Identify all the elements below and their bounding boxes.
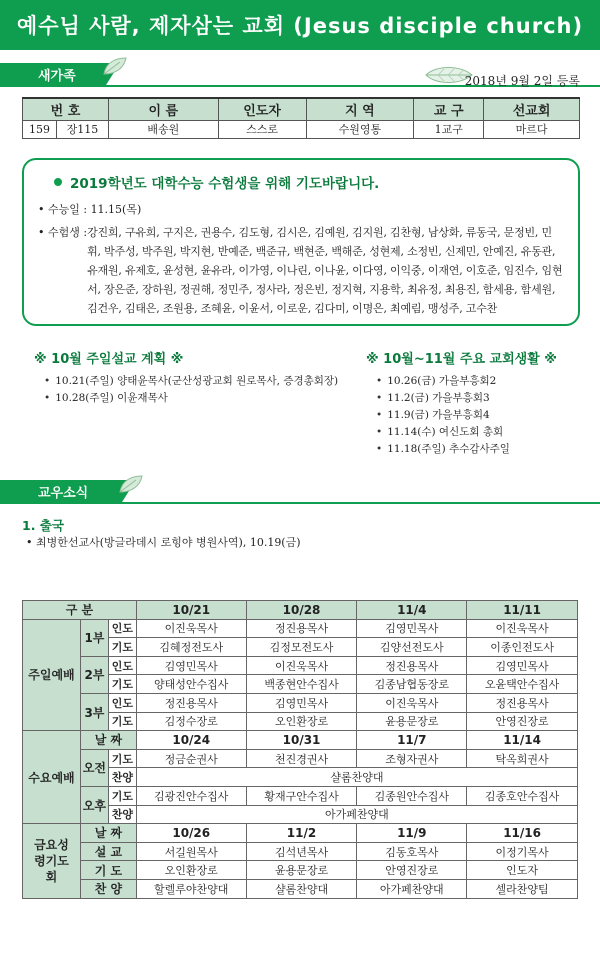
header-number: 번 호 bbox=[23, 98, 109, 120]
prayer-box bbox=[22, 158, 580, 326]
table-header-row bbox=[23, 98, 580, 120]
cell: 이진욱목사 bbox=[246, 656, 357, 675]
prayer-title-text: 2019학년도 대학수능 수험생을 위해 기도바랍니다. bbox=[70, 176, 380, 192]
sunday-date: 11/11 bbox=[467, 601, 578, 620]
cell: 정진용목사 bbox=[357, 656, 467, 675]
cell-region: 수원영통 bbox=[306, 120, 414, 138]
cell: 김영민목사 bbox=[467, 656, 578, 675]
cell-number: 159 bbox=[23, 120, 57, 138]
dept-news-title: 1. 출국 bbox=[22, 518, 64, 533]
cell: 이진욱목사 bbox=[357, 693, 467, 712]
pray-label: 기도 bbox=[108, 712, 136, 731]
list-item: • 10.26(금) 가을부흥회2 bbox=[376, 373, 510, 390]
sunday-date: 11/4 bbox=[357, 601, 467, 620]
dept-news-divider bbox=[0, 502, 600, 504]
cell: 안영진장로 bbox=[357, 861, 467, 880]
cell: 김영민목사 bbox=[357, 619, 467, 638]
cell: 인도자 bbox=[467, 861, 578, 880]
corner-cell: 구 분 bbox=[23, 601, 137, 620]
leaf-icon bbox=[102, 56, 128, 76]
date-label: 날 짜 bbox=[80, 731, 136, 750]
header-name: 이 름 bbox=[108, 98, 218, 120]
cell: 할렐루야찬양대 bbox=[136, 879, 246, 898]
list-item: • 10.28(주일) 이윤재목사 bbox=[44, 390, 338, 407]
pray-label: 기 도 bbox=[80, 861, 136, 880]
cell: 김광진안수집사 bbox=[136, 786, 246, 805]
cell-guide: 스스로 bbox=[218, 120, 306, 138]
friday-date: 10/26 bbox=[136, 824, 246, 843]
friday-service-label-text: 금요성령기도회 bbox=[34, 837, 69, 884]
cell: 오인환장로 bbox=[246, 712, 357, 731]
bullet-dot-icon bbox=[54, 178, 62, 186]
table-row bbox=[23, 731, 578, 750]
table-row bbox=[23, 879, 578, 898]
cell-district: 1교구 bbox=[414, 120, 484, 138]
church-life-title: ※ 10월~11월 주요 교회생활 ※ bbox=[366, 352, 557, 367]
cell: 정진용목사 bbox=[246, 619, 357, 638]
cell-subnumber: 장115 bbox=[56, 120, 108, 138]
afternoon-label: 오후 bbox=[80, 786, 108, 823]
list-item: • 11.2(금) 가을부흥회3 bbox=[376, 390, 510, 407]
sermon-plan-title: ※ 10월 주일설교 계획 ※ bbox=[34, 352, 184, 367]
cell: 김석년목사 bbox=[246, 842, 357, 861]
exam-date-label: • 수능일 : bbox=[38, 203, 91, 216]
cell: 이종인전도사 bbox=[467, 638, 578, 657]
cell: 샬롬찬양대 bbox=[136, 768, 577, 787]
cell: 정금순권사 bbox=[136, 749, 246, 768]
cell: 김정수장로 bbox=[136, 712, 246, 731]
exam-date: 11.15(목) bbox=[90, 203, 142, 216]
cell: 아가페찬양대 bbox=[357, 879, 467, 898]
service-2-label: 2부 bbox=[80, 656, 108, 693]
dept-news-tab-label: 교우소식 bbox=[38, 485, 89, 501]
pray-label: 기도 bbox=[108, 786, 136, 805]
cell-name: 배송원 bbox=[108, 120, 218, 138]
friday-service-label bbox=[23, 824, 81, 898]
cell: 윤용문장로 bbox=[357, 712, 467, 731]
dept-news-tab bbox=[0, 480, 122, 502]
students-names: 강진희, 구유희, 구지은, 권용수, 김도형, 김시은, 김예원, 김지원, 김찬형, 남상화, 류동국, 문정빈, 민 휘, 박주성, 박주원, 박지현, 반예준, 백준규, 백현준, 백해준, 성현제, 소정빈, 신제민, 안예진, 유동관, 유재원, 유제호, 윤성현, 윤유라, 이가영, 이나린, 이나윤, 이다영, 이익중, 이재연, 이호준, 임진수, 임현서, 장은준, 장하원, 정권해, 정민주, 정사라, 정은빈, 정지혁, 지용학, 최유정, 최용진, 함세용, 함세원, 김건우, 김태은, 조원용, 조혜윤, 이윤서, 이로운, 김다미, 이명은, 최예림, 맹성주, 고수찬 bbox=[87, 226, 563, 315]
cell: 윤용문장로 bbox=[246, 861, 357, 880]
table-row bbox=[23, 656, 578, 675]
registration-date: 2018년 9월 2일 등록 bbox=[464, 74, 580, 88]
cell: 김동호목사 bbox=[357, 842, 467, 861]
friday-date: 11/9 bbox=[357, 824, 467, 843]
pray-label: 기도 bbox=[108, 638, 136, 657]
date-label: 날 짜 bbox=[80, 824, 136, 843]
page-banner bbox=[0, 0, 600, 50]
sunday-date: 10/28 bbox=[246, 601, 357, 620]
cell: 천진경권사 bbox=[246, 749, 357, 768]
list-item: • 11.9(금) 가을부흥회4 bbox=[376, 407, 510, 424]
cell-mission: 마르다 bbox=[484, 120, 580, 138]
cell: 안영진장로 bbox=[467, 712, 578, 731]
cell: 오윤택안수집사 bbox=[467, 675, 578, 694]
lead-label: 인도 bbox=[108, 693, 136, 712]
choir-label: 찬양 bbox=[108, 805, 136, 824]
cell: 정진용목사 bbox=[136, 693, 246, 712]
sermon-label: 설 교 bbox=[80, 842, 136, 861]
wednesday-date: 11/14 bbox=[467, 731, 578, 750]
cell: 김혜정전도사 bbox=[136, 638, 246, 657]
church-life-list bbox=[376, 373, 510, 458]
header-mission: 선교회 bbox=[484, 98, 580, 120]
cell: 조형자권사 bbox=[357, 749, 467, 768]
pray-label: 기도 bbox=[108, 675, 136, 694]
new-family-tab-label: 새가족 bbox=[38, 68, 76, 84]
table-row bbox=[23, 120, 580, 138]
cell: 오인환장로 bbox=[136, 861, 246, 880]
cell: 이진욱목사 bbox=[467, 619, 578, 638]
cell: 황재구안수집사 bbox=[246, 786, 357, 805]
choir-label: 찬양 bbox=[108, 768, 136, 787]
new-family-table bbox=[22, 97, 580, 139]
banner-title: 예수님 사람, 제자삼는 교회 (Jesus disciple church) bbox=[16, 14, 584, 38]
sunday-date: 10/21 bbox=[136, 601, 246, 620]
cell: 백종현안수집사 bbox=[246, 675, 357, 694]
lead-label: 인도 bbox=[108, 656, 136, 675]
cell: 김종남협동장로 bbox=[357, 675, 467, 694]
cell: 김영민목사 bbox=[246, 693, 357, 712]
wednesday-date: 10/24 bbox=[136, 731, 246, 750]
sermon-plan-list bbox=[44, 373, 338, 407]
new-family-tab bbox=[0, 63, 106, 85]
cell: 샬롬찬양대 bbox=[246, 879, 357, 898]
wednesday-service-label: 수요예배 bbox=[23, 731, 81, 824]
table-row bbox=[23, 601, 578, 620]
cell: 정진용목사 bbox=[467, 693, 578, 712]
morning-label: 오전 bbox=[80, 749, 108, 786]
header-guide: 인도자 bbox=[218, 98, 306, 120]
students-label: • 수험생 : bbox=[38, 226, 88, 239]
table-row bbox=[23, 749, 578, 768]
list-item: • 10.21(주일) 양태윤목사(군산성광교회 원로목사, 증경총회장) bbox=[44, 373, 338, 390]
service-1-label: 1부 bbox=[80, 619, 108, 656]
cell: 김양선전도사 bbox=[357, 638, 467, 657]
cell: 이정기목사 bbox=[467, 842, 578, 861]
sunday-service-label: 주일예배 bbox=[23, 619, 81, 731]
table-row bbox=[23, 861, 578, 880]
dept-news-item: • 최병한선교사(방글라데시 로힝야 병원사역), 10.19(금) bbox=[26, 536, 301, 549]
cell: 김종원안수집사 bbox=[357, 786, 467, 805]
exam-date-line bbox=[38, 201, 564, 219]
service-schedule-table bbox=[22, 600, 578, 899]
friday-date: 11/16 bbox=[467, 824, 578, 843]
cell: 서길원목사 bbox=[136, 842, 246, 861]
cell: 양태성안수집사 bbox=[136, 675, 246, 694]
cell: 탁옥희권사 bbox=[467, 749, 578, 768]
choir-label: 찬 양 bbox=[80, 879, 136, 898]
friday-date: 11/2 bbox=[246, 824, 357, 843]
list-item: • 11.14(수) 여신도회 총회 bbox=[376, 424, 510, 441]
wednesday-date: 11/7 bbox=[357, 731, 467, 750]
cell: 아가페찬양대 bbox=[136, 805, 577, 824]
cell: 이진욱목사 bbox=[136, 619, 246, 638]
table-row bbox=[23, 693, 578, 712]
header-region: 지 역 bbox=[306, 98, 414, 120]
leaf-icon bbox=[118, 474, 144, 494]
wednesday-date: 10/31 bbox=[246, 731, 357, 750]
table-row bbox=[23, 619, 578, 638]
header-district: 교 구 bbox=[414, 98, 484, 120]
list-item: • 11.18(주일) 추수감사주일 bbox=[376, 441, 510, 458]
table-row bbox=[23, 786, 578, 805]
lead-label: 인도 bbox=[108, 619, 136, 638]
pray-label: 기도 bbox=[108, 749, 136, 768]
table-row bbox=[23, 824, 578, 843]
prayer-title bbox=[54, 172, 564, 192]
cell: 김종호안수집사 bbox=[467, 786, 578, 805]
service-3-label: 3부 bbox=[80, 693, 108, 730]
students-line bbox=[38, 223, 564, 318]
table-row bbox=[23, 842, 578, 861]
cell: 김정모전도사 bbox=[246, 638, 357, 657]
cell: 셀라찬양팀 bbox=[467, 879, 578, 898]
cell: 김영민목사 bbox=[136, 656, 246, 675]
